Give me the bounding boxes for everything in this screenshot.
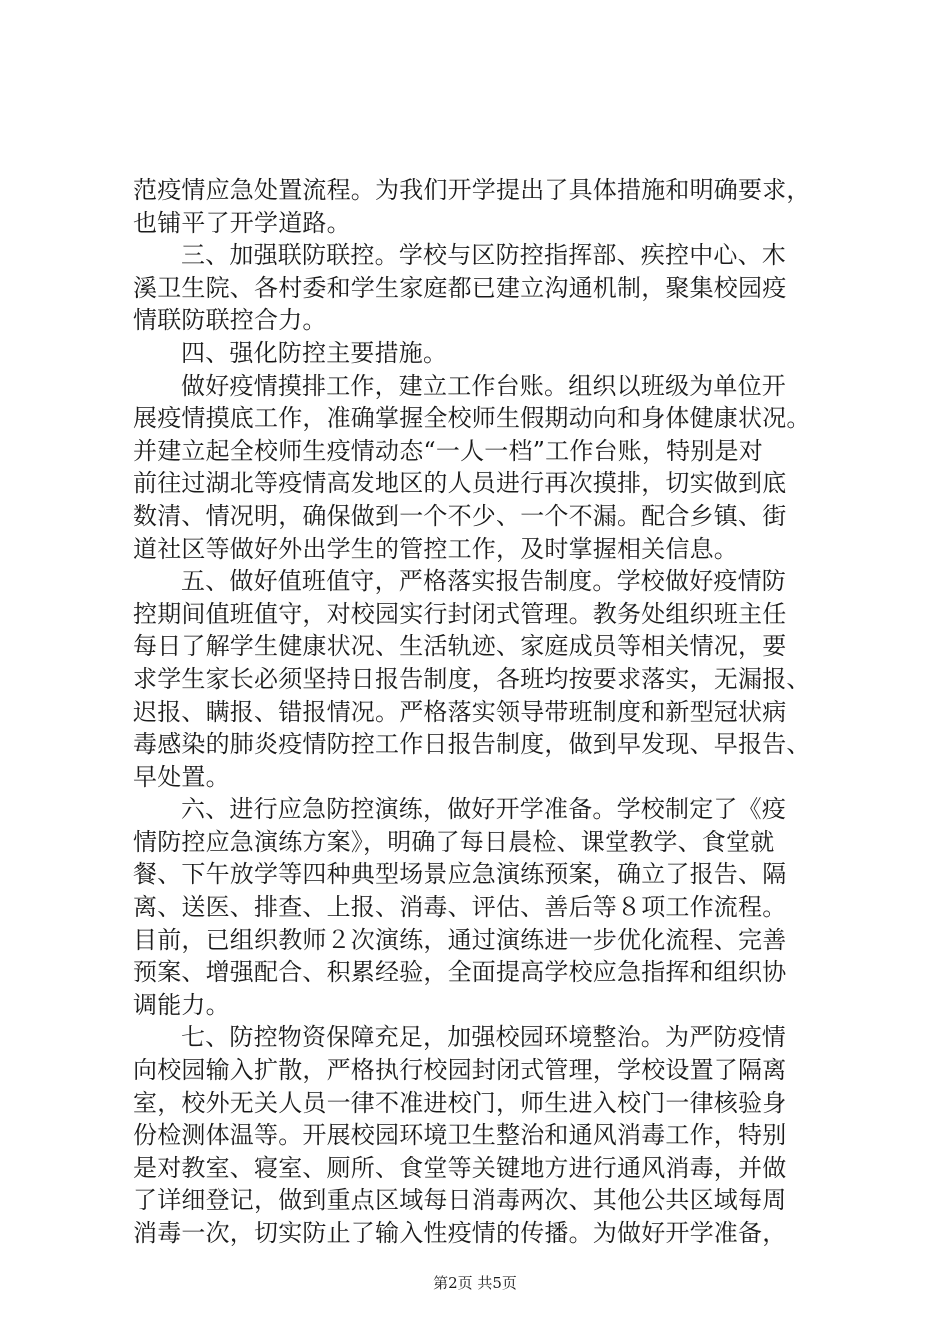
text-line: 餐、下午放学等四种典型场景应急演练预案，确立了报告、隔 <box>133 860 787 889</box>
text-line: 三、加强联防联控。学校与区防控指挥部、疾控中心、木 <box>181 241 786 270</box>
text-line: 向校园输入扩散，严格执行校园封闭式管理，学校设置了隔离 <box>133 1056 787 1085</box>
text-line: 四、强化防控主要措施。 <box>181 338 448 367</box>
text-line: 也铺平了开学道路。 <box>133 208 351 237</box>
text-line: 了详细登记，做到重点区域每日消毒两次、其他公共区域每周 <box>133 1186 787 1215</box>
text-line: 目前，已组织教师２次演练，通过演练进一步优化流程、完善 <box>133 925 787 954</box>
page-footer: 第2页 共5页 <box>433 1274 517 1292</box>
text-line: 七、防控物资保障充足，加强校园环境整治。为严防疫情 <box>181 1023 786 1052</box>
text-line: 五、做好值班值守，严格落实报告制度。学校做好疫情防 <box>181 567 786 596</box>
text-line: 毒感染的肺炎疫情防控工作日报告制度，做到早发现、早报告、 <box>133 730 811 759</box>
document-body <box>133 174 833 1250</box>
text-line: 离、送医、排查、上报、消毒、评估、善后等８项工作流程。 <box>133 893 787 922</box>
text-line: 迟报、瞒报、错报情况。严格落实领导带班制度和新型冠状病 <box>133 697 787 726</box>
text-line: 溪卫生院、各村委和学生家庭都已建立沟通机制，聚集校园疫 <box>133 273 787 302</box>
text-line: 前往过湖北等疫情高发地区的人员进行再次摸排，切实做到底 <box>133 469 787 498</box>
text-line: 展疫情摸底工作，准确掌握全校师生假期动向和身体健康状况。 <box>133 404 811 433</box>
text-line: 情联防联控合力。 <box>133 306 327 335</box>
text-line: 求学生家长必须坚持日报告制度，各班均按要求落实，无漏报、 <box>133 664 811 693</box>
text-line: 控期间值班值守，对校园实行封闭式管理。教务处组织班主任 <box>133 599 787 628</box>
text-line: 数清、情况明，确保做到一个不少、一个不漏。配合乡镇、街 <box>133 501 787 530</box>
text-line: 是对教室、寝室、厕所、食堂等关键地方进行通风消毒，并做 <box>133 1153 787 1182</box>
text-line: 范疫情应急处置流程。为我们开学提出了具体措施和明确要求， <box>133 176 811 204</box>
text-line: 室，校外无关人员一律不准进校门，师生进入校门一律核验身 <box>133 1088 787 1117</box>
text-line: 调能力。 <box>133 990 230 1019</box>
text-line: 六、进行应急防控演练，做好开学准备。学校制定了《疫 <box>181 795 786 824</box>
text-line: 道社区等做好外出学生的管控工作，及时掌握相关信息。 <box>133 534 738 563</box>
text-line: 早处置。 <box>133 762 230 791</box>
text-line: 消毒一次，切实防止了输入性疫情的传播。为做好开学准备， <box>133 1219 787 1247</box>
text-line: 份检测体温等。开展校园环境卫生整治和通风消毒工作，特别 <box>133 1121 787 1150</box>
text-line: 每日了解学生健康状况、生活轨迹、家庭成员等相关情况，要 <box>133 632 787 661</box>
text-line: 做好疫情摸排工作，建立工作台账。组织以班级为单位开 <box>181 371 786 400</box>
text-line: 情防控应急演练方案》，明确了每日晨检、课堂教学、食堂就 <box>133 827 775 856</box>
text-line: 并建立起全校师生疫情动态“一人一档”工作台账，特别是对 <box>133 436 763 465</box>
text-line: 预案、增强配合、积累经验，全面提高学校应急指挥和组织协 <box>133 958 787 987</box>
